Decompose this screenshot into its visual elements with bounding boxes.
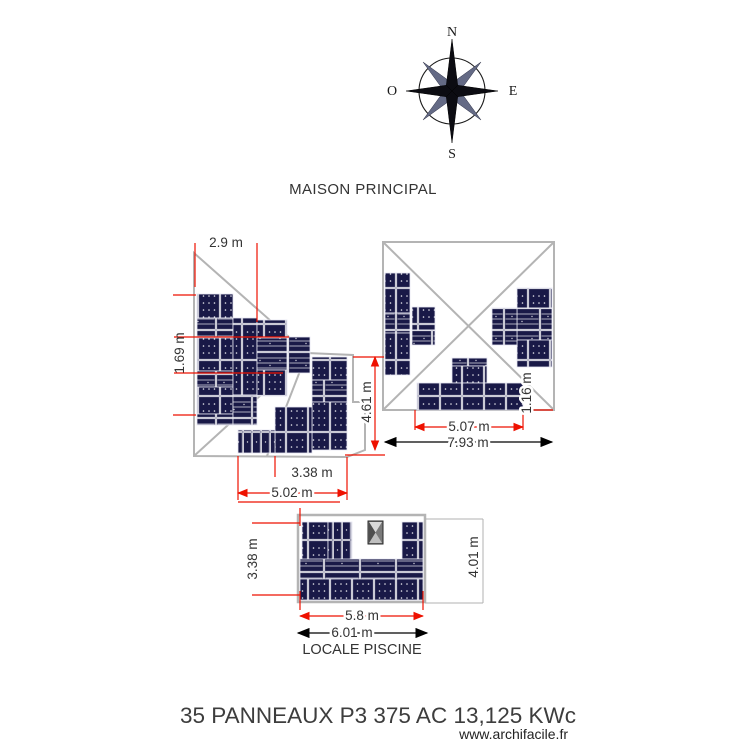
solar-array-piscine[interactable] [300,522,423,600]
solar-panel-block[interactable] [275,407,312,453]
compass-east-label: E [508,84,518,99]
solar-panel-block[interactable] [197,414,233,425]
solar-panel-block[interactable] [402,522,423,559]
solar-panel-block[interactable] [385,313,410,333]
solar-panel-block[interactable] [197,387,233,414]
compass-north-label: N [446,25,458,40]
dim-label-maison-bottom-inner: 3.38 m [291,465,333,480]
dim-label-maison-bottom-outer: 5.02 m [271,485,313,500]
solar-panel-block[interactable] [517,288,552,308]
dim-label-piscine-right: 4.01 m [466,536,481,578]
dim-label-right-inner: 5.07 m [448,419,490,434]
dim-label-right-outer: 7.93 m [447,435,489,450]
solar-panel-block[interactable] [288,337,310,373]
solar-panel-block[interactable] [233,395,257,425]
solar-panel-block[interactable] [257,338,287,370]
solar-panel-block[interactable] [385,333,410,375]
solar-panel-block[interactable] [312,380,347,402]
solar-panel-block[interactable] [300,579,423,600]
solar-panel-block[interactable] [452,358,487,366]
dim-label-right-edge: 1.16 m [519,372,534,414]
footer-caption: 35 PANNEAUX P3 375 AC 13,125 KWc [179,703,577,728]
solar-panel-block[interactable] [257,320,287,338]
dim-label-piscine-left: 3.38 m [245,538,260,580]
solar-panel-block[interactable] [197,318,233,338]
solar-panel-block[interactable] [492,308,517,345]
dim-label-piscine-inner: 5.8 m [345,608,379,623]
solar-panel-block[interactable] [385,273,410,313]
solar-panel-block[interactable] [412,330,435,345]
compass-west-label: O [386,84,398,99]
dim-label-piscine-outer: 6.01 m [331,625,373,640]
solar-panel-block[interactable] [517,308,552,340]
solar-panel-block[interactable] [452,366,487,383]
piscine-title: LOCALE PISCINE [302,642,422,658]
solar-panel-block[interactable] [300,559,423,579]
solar-panel-block[interactable] [238,430,275,453]
solar-panel-block[interactable] [197,338,233,371]
solar-panel-block[interactable] [302,522,328,560]
dim-label-gap-height: 4.61 m [359,381,374,423]
compass-south-label: S [448,147,456,162]
solar-panel-block[interactable] [312,402,347,450]
solar-panel-block[interactable] [412,307,435,330]
compass-rose-icon [387,25,517,162]
skylight-icon[interactable] [368,521,383,544]
solar-panel-block[interactable] [417,383,523,410]
dim-label-maison-top: 2.9 m [209,235,243,250]
solar-panel-block[interactable] [233,318,257,395]
solar-panel-block[interactable] [517,340,552,367]
solar-panel-block[interactable] [328,522,352,560]
dim-label-maison-left: 1.69 m [172,332,187,374]
solar-panel-block[interactable] [197,294,233,318]
solar-panel-block[interactable] [312,357,347,380]
watermark-link[interactable]: www.archifacile.fr [459,726,568,742]
maison-title: MAISON PRINCIPAL [289,181,437,198]
solar-panel-block[interactable] [257,370,287,396]
